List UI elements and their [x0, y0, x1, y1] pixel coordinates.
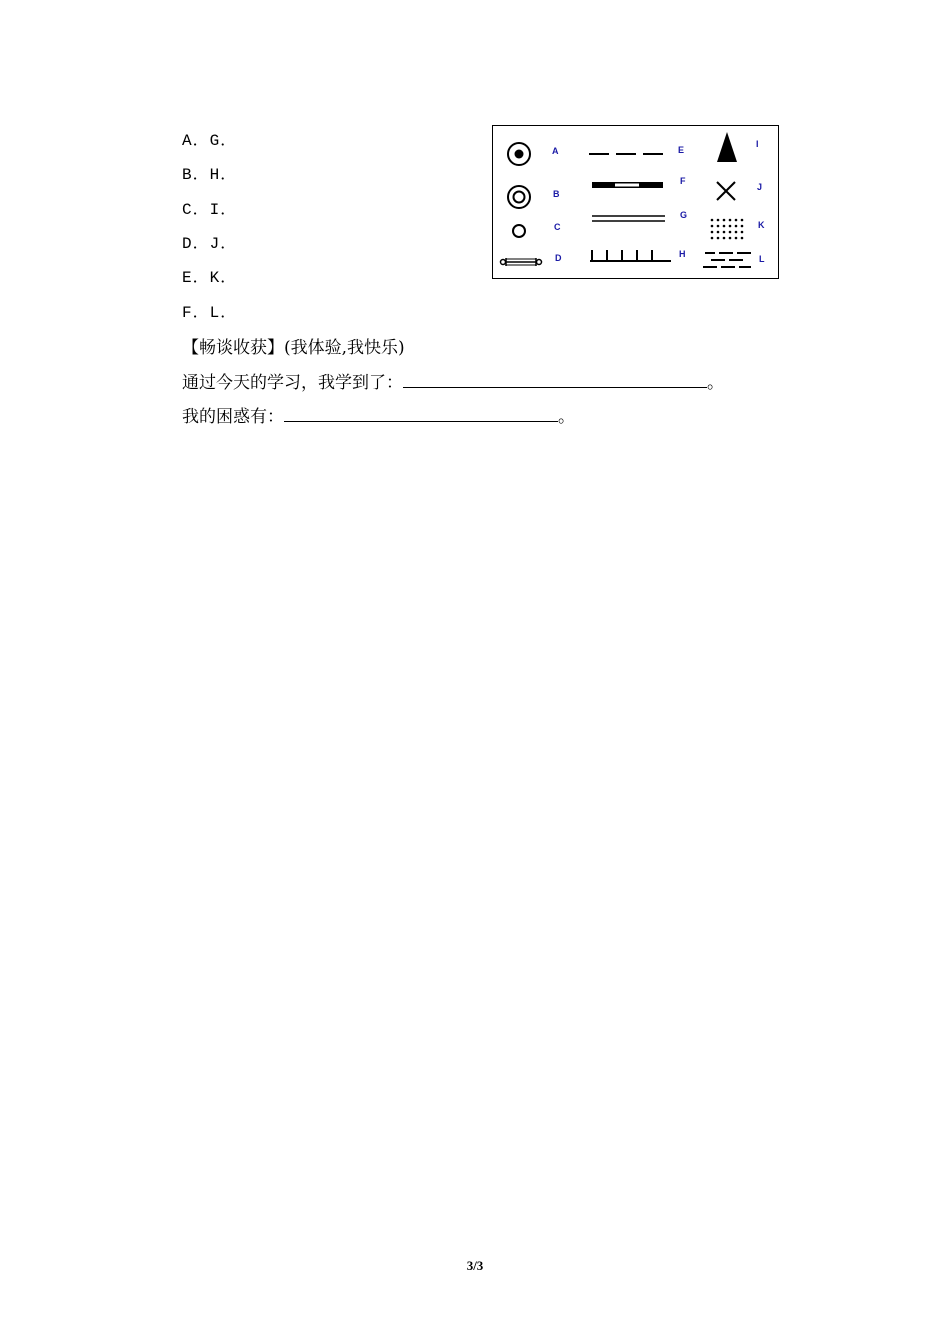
small-circle-symbol	[513, 225, 525, 237]
dot	[717, 231, 720, 234]
dot-in-circle-symbol	[508, 143, 530, 165]
option-d-j: D．J．	[182, 235, 238, 253]
dot	[741, 225, 744, 228]
marsh-symbol	[703, 253, 751, 267]
dot	[723, 219, 726, 222]
dot	[723, 225, 726, 228]
option-a-g: A．G．	[182, 132, 238, 150]
legend-label-h: H	[679, 249, 686, 259]
learned-line	[182, 368, 724, 393]
legend-label-c: C	[554, 222, 561, 232]
confusion-line	[182, 402, 575, 427]
page-number: 3/3	[466, 1258, 484, 1273]
dot	[717, 225, 720, 228]
dot	[735, 237, 738, 240]
legend-label-g: G	[680, 210, 688, 220]
option-e-k: E．K．	[182, 269, 238, 287]
dot	[729, 219, 732, 222]
dot	[741, 219, 744, 222]
confusion-blank[interactable]	[284, 407, 558, 422]
mountain-peak-symbol	[717, 132, 737, 162]
dot	[723, 237, 726, 240]
railway-symbol	[592, 182, 663, 188]
dotted-area-symbol	[711, 219, 744, 240]
map-symbols-figure	[492, 125, 779, 279]
dot	[711, 225, 714, 228]
dot	[711, 231, 714, 234]
legend-label-d: D	[555, 253, 562, 263]
dot	[723, 231, 726, 234]
learned-blank[interactable]	[403, 373, 707, 388]
legend-label-f: F	[680, 176, 686, 186]
option-c-i: C．I．	[182, 201, 238, 219]
dot	[735, 231, 738, 234]
harvest-heading: 【畅谈收获】(我体验,我快乐)	[182, 338, 405, 358]
option-f-l: F．L．	[182, 304, 238, 322]
option-b-h: B．H．	[182, 166, 238, 184]
dot	[741, 231, 744, 234]
learned-prefix: 通过今天的学习，我学到了：	[182, 373, 403, 393]
dot	[729, 231, 732, 234]
dot	[717, 237, 720, 240]
legend-label-l: L	[759, 254, 765, 264]
dot	[717, 219, 720, 222]
learned-suffix: 。	[707, 373, 724, 393]
boundary-tick-symbol	[590, 250, 671, 261]
dot	[711, 219, 714, 222]
dot	[741, 237, 744, 240]
cross-symbol	[717, 182, 735, 200]
confusion-suffix: 。	[558, 407, 575, 427]
dot	[729, 225, 732, 228]
legend-label-b: B	[553, 189, 560, 199]
legend-label-a: A	[552, 146, 559, 156]
dot	[735, 225, 738, 228]
dot	[711, 237, 714, 240]
double-circle-symbol	[508, 186, 530, 208]
confusion-prefix: 我的困惑有：	[182, 407, 284, 427]
dot	[735, 219, 738, 222]
pipe-symbol	[501, 258, 542, 266]
legend-label-e: E	[678, 145, 685, 155]
map-symbols-svg	[493, 126, 780, 280]
legend-label-j: J	[757, 182, 763, 192]
legend-label-k: K	[758, 220, 765, 230]
double-line-road-symbol	[592, 216, 665, 221]
dot	[729, 237, 732, 240]
legend-label-i: I	[756, 139, 759, 149]
